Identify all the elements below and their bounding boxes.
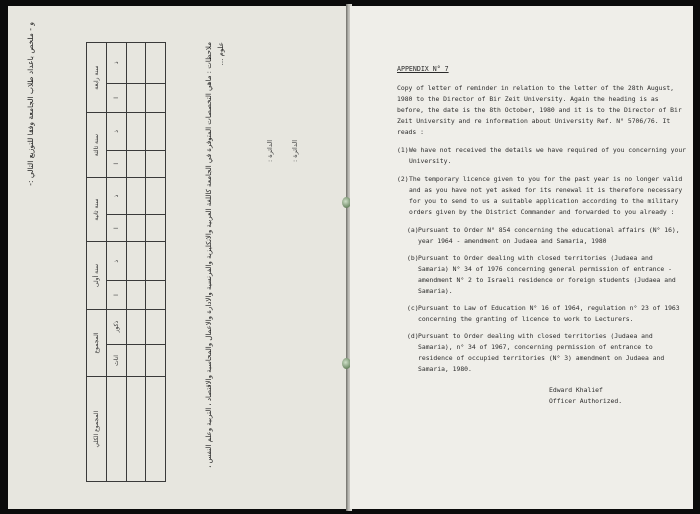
student-count-table	[86, 42, 166, 482]
list-item	[397, 145, 687, 167]
department-label-2: الدائرة :	[291, 139, 299, 162]
sub-header: ا	[106, 281, 126, 309]
sub-header: ا	[106, 215, 126, 242]
sub-item-label: (d)	[407, 332, 419, 340]
sub-item-label: (a)	[407, 226, 419, 234]
sub-item-text: Pursuant to Order dealing with closed territories (Judaea and Samaria) N° 34 of 1976 concerning general permission of entrance - amendment N° 2 to Israeli residence or foreign students (Judaea and Samaria).	[418, 254, 676, 295]
letter-body	[397, 64, 687, 407]
year-header: سنة ثالثة	[87, 113, 107, 178]
sub-item-text: Pursuant to Law of Education N° 16 of 1964, regulation n° 23 of 1963 concerning the granting of licence to work to Lecturers.	[418, 304, 680, 323]
sub-item	[407, 253, 687, 297]
sub-header: ذ	[106, 177, 126, 214]
notes-text: ملاحظات : ماهي التخصصات المتوفرة في الجامعة كاللغة العربية والانكليزية والفرنسية والادارة والاعمال والمحاسبة والاقتصاد ، التربية وعلم النفس ، علوم ...	[205, 42, 225, 468]
table-subheader-row	[106, 43, 126, 482]
year-header: سنة أولى	[87, 242, 107, 310]
grand-total-header: المجموع الكلي	[87, 377, 107, 482]
sub-item-text: Pursuant to Order dealing with closed territories (Judaea and Samaria), n° 34 of 1967, concerning permission of entrance to residence of occupied territories (N° 3) amendment on Judaea and Samaria, 1980.	[418, 332, 665, 373]
right-page	[350, 6, 693, 509]
form-title: و - ملخص باعداد طلاب الجامعة وفقا للتوزيع التالي :-	[26, 22, 35, 186]
table-row	[146, 43, 166, 482]
item-text: The temporary licence given to you for the past year is no longer valid and as you have not yet asked for its renewal it is therefore necessary for you to send to us a suitable application according to the military orders given by the District Commander and forwarded to you already :	[409, 175, 683, 216]
item-text: We have not received the details we have required of you concerning your University.	[409, 146, 687, 165]
sub-item-label: (b)	[407, 254, 419, 262]
sub-header: ذ	[106, 242, 126, 281]
sub-item	[407, 331, 687, 375]
grand-total-cell	[106, 377, 126, 482]
signature-title: Officer Authorized.	[549, 397, 623, 405]
table-row	[126, 43, 146, 482]
sub-item-label: (c)	[407, 304, 419, 312]
sub-item-text: Pursuant to Order N° 854 concerning the educational affairs (N° 16), year 1964 - amendment on Judaea and Samaria, 1980	[418, 226, 680, 245]
sub-header: ا	[106, 83, 126, 113]
signature-block	[549, 385, 687, 407]
sub-header: ذ	[106, 113, 126, 150]
appendix-heading: APPENDIX N° 7	[397, 65, 449, 73]
females-header: اناث	[106, 344, 126, 377]
department-label: الدائرة :	[266, 139, 274, 162]
year-header: سنة رابعة	[87, 43, 107, 113]
year-header: سنة ثانية	[87, 177, 107, 241]
table-header-row	[87, 43, 107, 482]
males-header: ذكور	[106, 309, 126, 344]
sub-item	[407, 225, 687, 247]
rotated-form	[28, 22, 328, 492]
item-number: (2)	[397, 175, 409, 183]
signature-name: Edward Khalief	[549, 386, 603, 394]
intro-paragraph: Copy of letter of reminder in relation to the letter of the 28th August, 1980 to the Director of Bir Zeit University. Again the heading is as before, the date is the 8th October, 1980 and it is to the Director of Bir Zeit University and re information about University Ref. N° 5706/76. It reads :	[397, 84, 682, 136]
sub-header: ا	[106, 150, 126, 177]
sub-item	[407, 303, 687, 325]
left-page	[8, 6, 348, 509]
item-number: (1)	[397, 146, 409, 154]
totals-header: المجموع	[87, 309, 107, 377]
list-item	[397, 174, 687, 218]
sub-header: ذ	[106, 43, 126, 84]
